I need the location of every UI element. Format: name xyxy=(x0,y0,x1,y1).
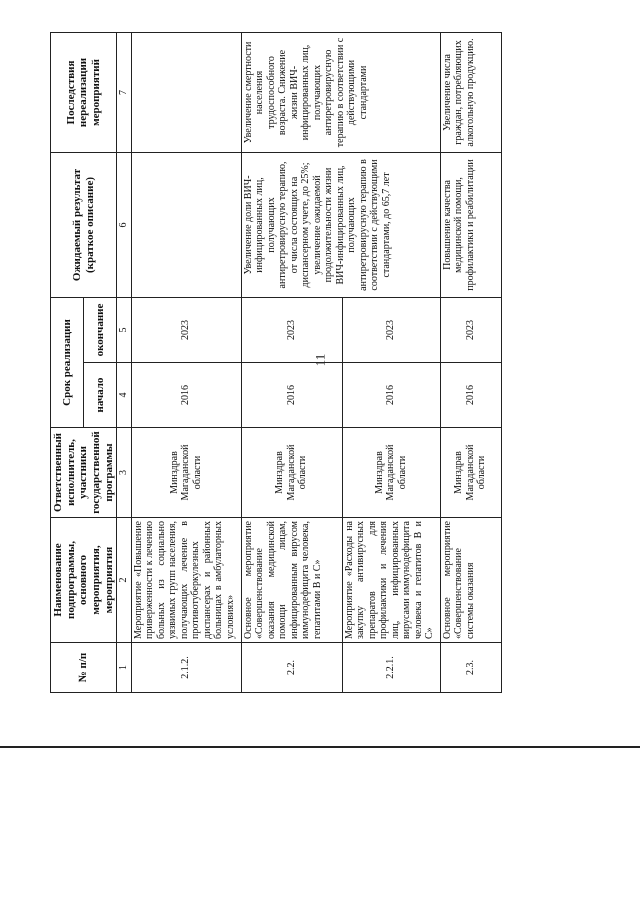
end-year: 2023 xyxy=(131,297,241,362)
header-start: начало xyxy=(84,363,117,428)
start-year: 2016 xyxy=(342,363,440,428)
header-consequences: Последствия нереализации мероприятий xyxy=(51,32,117,152)
consequences: Увеличение числа граждан, потребляющих алкогольную продукцию. xyxy=(440,32,501,152)
table-row xyxy=(241,32,342,692)
measure-name: Мероприятие «Расходы на закупку антивирусных препаратов для профилактики и лечения лиц, инфицированных вирусами иммунодефицита человека и гепатитов B и C» xyxy=(342,518,440,643)
column-index-row xyxy=(117,32,132,692)
column-index: 5 xyxy=(117,297,132,362)
rotated-table-wrapper xyxy=(50,33,578,693)
expected-result xyxy=(131,152,241,297)
expected-result: Увеличение доли ВИЧ-инфицированных лиц, получающих антиретровирусную терапию, от числа состоящих на диспансерном учете, до 25%; увеличение ожидаемой продолжительности жизни ВИЧ-инфицированных лиц, получающих антиретровирусную терапию в соответствии с действующими стандартами, до 65,7 лет xyxy=(241,152,440,297)
column-index: 1 xyxy=(117,643,132,693)
consequences: Увеличение смертности населения трудоспособного возраста. Снижение жизни ВИЧ-инфицированных лиц, получающих антиретровирусную терапию в соответствии с действующими стандартами xyxy=(241,32,440,152)
header-period: Срок реализации xyxy=(51,297,84,427)
start-year: 2016 xyxy=(241,363,342,428)
start-year: 2016 xyxy=(440,363,501,428)
consequences xyxy=(131,32,241,152)
row-number: 2.1.2. xyxy=(131,643,241,693)
column-index: 6 xyxy=(117,152,132,297)
end-year: 2023 xyxy=(440,297,501,362)
measure-name: Основное мероприятие «Совершенствование системы оказания xyxy=(440,518,501,643)
expected-result: Повышение качества медицинской помощи, профилактики и реабилитации xyxy=(440,152,501,297)
table-row xyxy=(131,32,241,692)
column-index: 7 xyxy=(117,32,132,152)
header-end: окончание xyxy=(84,297,117,362)
program-measures-table xyxy=(50,32,502,693)
column-index: 3 xyxy=(117,428,132,518)
start-year: 2016 xyxy=(131,363,241,428)
executor: Минздрав Магаданской области xyxy=(342,428,440,518)
table-row xyxy=(440,32,501,692)
row-number: 2.3. xyxy=(440,643,501,693)
header-result: Ожидаемый результат (краткое описание) xyxy=(51,152,117,297)
executor: Минздрав Магаданской области xyxy=(241,428,342,518)
measure-name: Мероприятие «Повышение приверженности к лечению больных из социально уязвимых групп населения, получающих лечение в противотуберкулезных диспансерах и районных больницах в амбулаторных условиях» xyxy=(131,518,241,643)
executor: Минздрав Магаданской области xyxy=(440,428,501,518)
executor: Минздрав Магаданской области xyxy=(131,428,241,518)
footer-divider xyxy=(0,746,640,748)
row-number: 2.2.1. xyxy=(342,643,440,693)
header-num: № п/п xyxy=(51,643,117,693)
row-number: 2.2. xyxy=(241,643,342,693)
header-name: Наименование подпрограммы, основного мероприятия, мероприятия xyxy=(51,518,117,643)
column-index: 4 xyxy=(117,363,132,428)
header-row xyxy=(51,32,84,692)
end-year: 2023 xyxy=(241,297,342,362)
column-index: 2 xyxy=(117,518,132,643)
page-number: 11 xyxy=(312,353,328,367)
measure-name: Основное мероприятие «Совершенствование оказания медицинской помощи лицам, инфицированным вирусом иммунодефицита человека, гепатитами B и C» xyxy=(241,518,342,643)
header-executor: Ответственный исполнитель, участники государственной программы xyxy=(51,428,117,518)
end-year: 2023 xyxy=(342,297,440,362)
